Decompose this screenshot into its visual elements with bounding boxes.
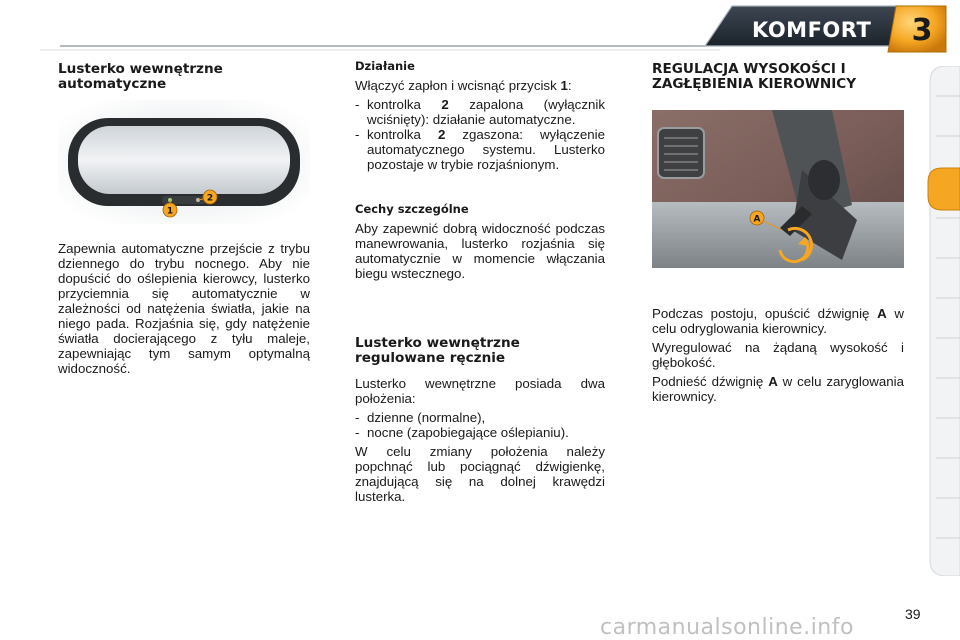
step-text: w celu zaryglowania kierownicy.: [652, 374, 904, 404]
chapter-number: 3: [911, 13, 933, 48]
tab-strip-shape: [926, 66, 960, 576]
auto-mirror-photo: [58, 100, 310, 224]
chapter-tab-strip: [926, 66, 960, 576]
rearview-mirror-illustration: [58, 100, 310, 224]
auto-mirror-paragraph: Zapewnia automatyczne przejście z trybu dziennego do trybu nocnego. Aby nie dopuścić do oślepienia kierowcy, lusterko przyciemnia się automatycznie w zależności od natężenia światła, jakie na niego pada. Rozjaśnia się, gdy natężenie światła docierającego z tyłu maleje, zapewniając tym samym optymalną widoczność.: [58, 241, 310, 376]
item-text: kontrolka: [367, 97, 421, 112]
step-text: Podnieść dźwignię: [652, 374, 764, 389]
item-bold: 2: [441, 97, 449, 112]
item-text: nocne (zapobiegające oślepianiu).: [367, 425, 569, 440]
operation-intro-text: Włączyć zapłon i wcisnąć przycisk: [355, 78, 557, 93]
step-text: w celu odryglowania kierownicy.: [652, 306, 905, 336]
operation-section: [355, 59, 605, 172]
callout-a: A: [753, 214, 761, 225]
chapter-title: KOMFORT: [752, 18, 872, 42]
operation-intro: [355, 78, 605, 93]
operation-intro-end: :: [567, 78, 572, 93]
chapter-banner: [0, 0, 960, 62]
steering-photo: [652, 110, 904, 268]
features-paragraph: Aby zapewnić dobrą widoczność podczas manewrowania, lusterko rozjaśnia się automatycznie w momencie włączania biegu wstecznego.: [355, 221, 605, 281]
callout-1: 1: [166, 206, 174, 217]
item-text: dzienne (normalne),: [367, 410, 486, 425]
item-bold: 2: [437, 127, 446, 142]
step-text: Podczas postoju, opuścić dźwignię: [652, 306, 870, 321]
item-text: zapalona (wyłącznik wciśnięty): działanie automatyczne.: [367, 97, 605, 127]
auto-mirror-section: [58, 62, 310, 92]
page-number: 39: [905, 606, 921, 622]
auto-mirror-title: Lusterko wewnętrzne automatyczne: [58, 61, 223, 92]
steering-instructions: [652, 306, 904, 408]
manual-mirror-intro: Lusterko wewnętrzne posiada dwa położenia:: [355, 376, 605, 406]
callout-2: 2: [206, 193, 214, 204]
manual-mirror-title: Lusterko wewnętrzne regulowane ręcznie: [355, 335, 520, 366]
watermark: carmanualsonline.info: [600, 615, 854, 640]
operation-intro-button: 1: [560, 78, 568, 93]
steering-step-2: Wyregulować na żądaną wysokość i głębokość.: [652, 340, 904, 370]
features-section: [355, 202, 605, 285]
auto-mirror-description: [58, 241, 310, 380]
item-text: zgaszona: wyłączenie automatycznego systemu. Lusterko pozostaje w trybie rozjaśnionym.: [367, 127, 605, 172]
manual-mirror-section: [355, 336, 605, 508]
steering-step-1: [652, 306, 904, 336]
features-heading: Cechy szczególne: [355, 202, 469, 216]
item-text: kontrolka: [367, 127, 421, 142]
operation-heading: Działanie: [355, 59, 415, 73]
lever-label: A: [877, 306, 887, 321]
list-item: - kontrolka 2 zapalona (wyłącznik wciśnięty): działanie automatyczne.: [355, 97, 605, 127]
steering-step-3: [652, 374, 904, 404]
lever-label: A: [768, 374, 778, 389]
steering-section: [652, 62, 904, 92]
steering-title: REGULACJA WYSOKOŚCI I ZAGŁĘBIENIA KIEROWNICY: [652, 61, 857, 92]
steering-column-illustration: [652, 110, 904, 268]
list-item: - kontrolka 2 zgaszona: wyłączenie automatycznego systemu. Lusterko pozostaje w trybie rozjaśnionym.: [355, 127, 605, 172]
manual-mirror-paragraph: W celu zmiany położenia należy popchnąć lub pociągnąć dźwigienkę, znajdującą się na dolnej krawędzi lusterka.: [355, 444, 605, 504]
list-item: - nocne (zapobiegające oślepianiu).: [355, 425, 605, 440]
list-item: - dzienne (normalne),: [355, 410, 605, 425]
